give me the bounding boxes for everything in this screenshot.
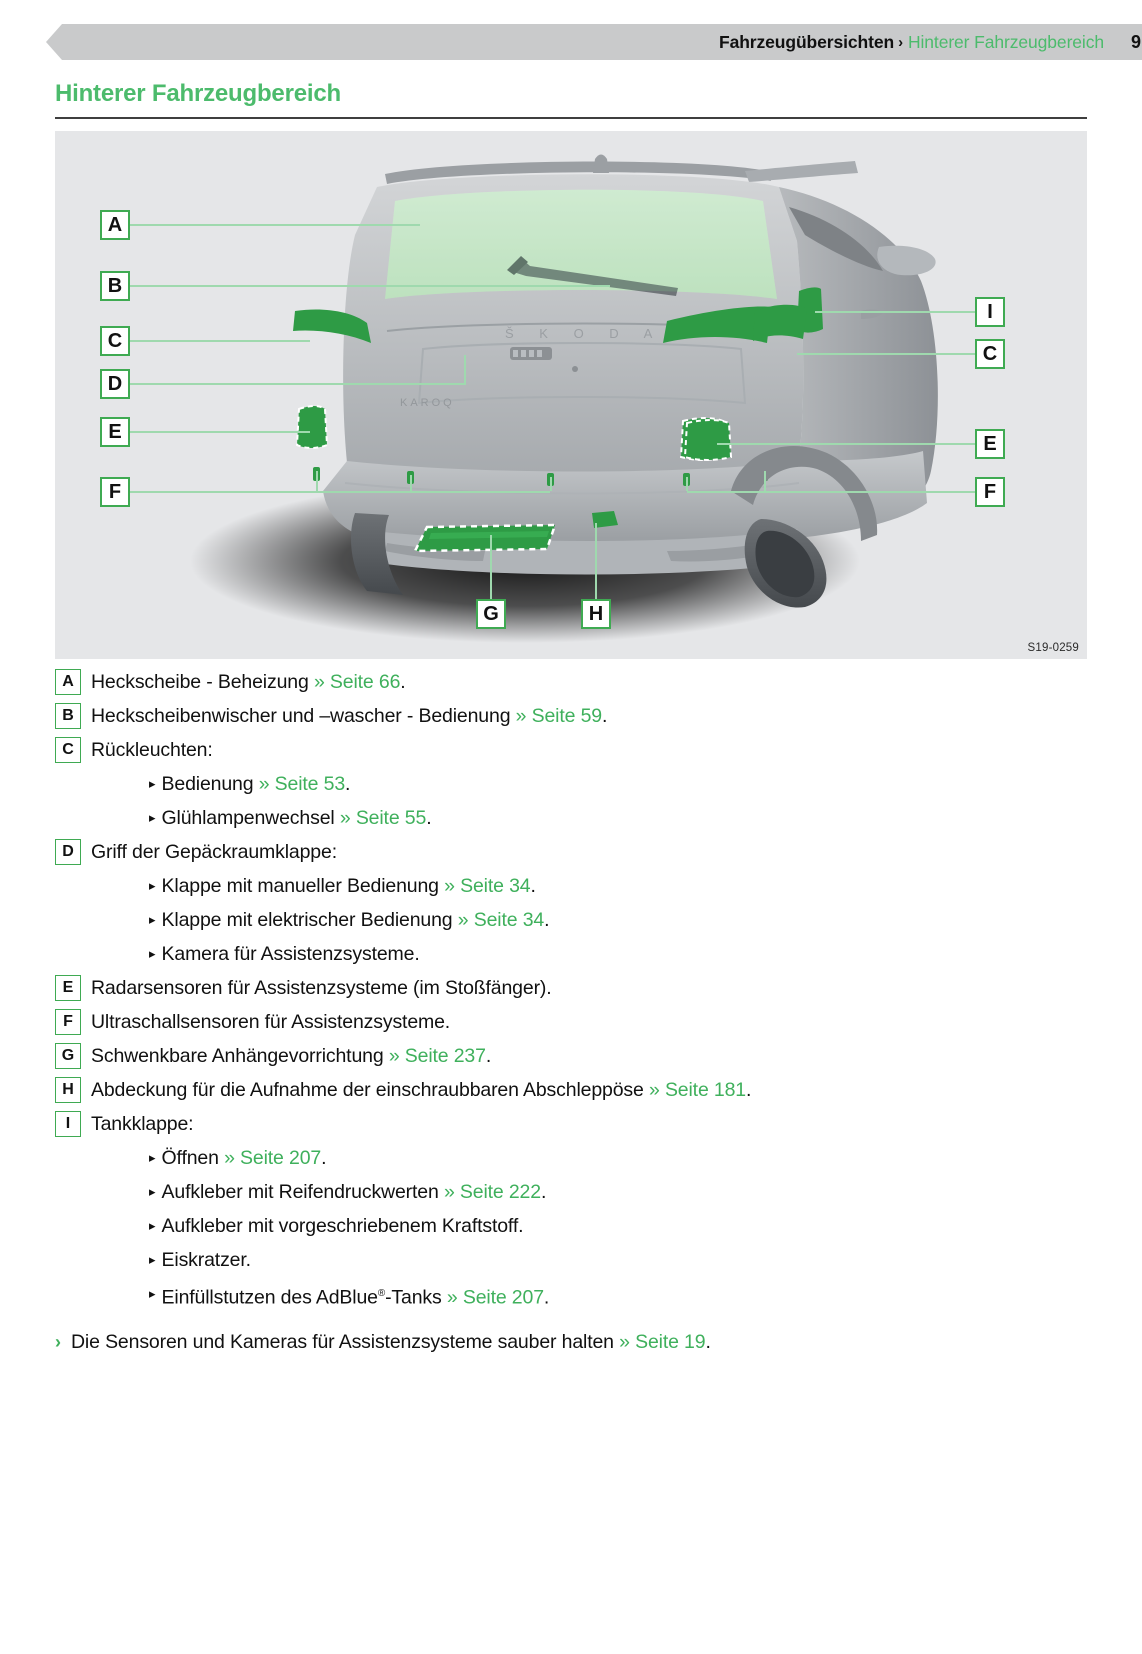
legend-sub-label <box>162 1178 547 1206</box>
svg-text:KAROQ: KAROQ <box>400 397 455 409</box>
legend-text-run: Schwenkbare Anhängevorrichtung <box>91 1045 389 1067</box>
legend-label <box>91 974 552 1002</box>
leader-line-c-left <box>130 340 310 342</box>
note-text <box>71 1328 711 1356</box>
legend-key-f[interactable]: F <box>55 1009 81 1035</box>
page-reference-link[interactable]: » Seite 34 <box>457 909 545 931</box>
legend-row <box>55 736 1087 764</box>
callout-g[interactable]: G <box>476 599 506 629</box>
leader-line-d <box>130 383 465 385</box>
page-reference-link[interactable]: » Seite 237 <box>388 1045 486 1067</box>
bullet-arrow-icon: ▸ <box>149 776 156 791</box>
legend-sub-label <box>162 804 432 832</box>
legend-text-run: Abdeckung für die Aufnahme der einschraubbaren Abschleppöse <box>91 1079 649 1101</box>
legend-key-d[interactable]: D <box>55 839 81 865</box>
page-reference-link[interactable]: » Seite 181 <box>648 1079 746 1101</box>
page-reference-link[interactable]: » Seite 59 <box>515 705 602 727</box>
bullet-arrow-icon: ▸ <box>149 878 156 893</box>
legend-text-run: . <box>602 705 608 727</box>
legend-text-run: Radarsensoren für Assistenzsysteme (im Stoßfänger). <box>91 977 552 999</box>
legend-row <box>55 1076 1087 1104</box>
legend-label <box>91 702 607 730</box>
leader-line-b <box>130 285 610 287</box>
legend-key-a[interactable]: A <box>55 669 81 695</box>
legend-sub-label <box>162 872 536 900</box>
bullet-arrow-icon: ▸ <box>149 946 156 961</box>
legend-row <box>55 974 1087 1002</box>
legend-row <box>55 1042 1087 1070</box>
legend-text-run: Klappe mit elektrischer Bedienung <box>161 909 458 931</box>
legend-text-run: Öffnen <box>161 1147 225 1169</box>
legend-sub-label <box>162 1246 251 1274</box>
legend-text-run: Bedienung <box>161 773 259 795</box>
bullet-arrow-icon: ▸ <box>149 912 156 927</box>
breadcrumb-parent: Fahrzeugübersichten <box>718 31 895 52</box>
legend-text-run: Aufkleber mit vorgeschriebenem Kraftstoff. <box>161 1215 524 1237</box>
legend-sub-label <box>162 1144 327 1172</box>
leader-line-f-tick1 <box>316 471 318 491</box>
breadcrumb-current: Hinterer Fahrzeugbereich <box>907 31 1104 52</box>
title-divider <box>55 117 1087 119</box>
legend-sub-label <box>162 940 420 968</box>
legend-sub-label <box>162 906 550 934</box>
legend-text-run: . <box>543 1286 550 1309</box>
leader-line-f-tick5 <box>764 471 766 491</box>
figure-code: S19-0259 <box>1027 642 1079 654</box>
callout-a[interactable]: A <box>100 210 130 240</box>
legend-text-run: . <box>400 671 406 693</box>
callout-c-left[interactable]: C <box>100 326 130 356</box>
legend-text-run: . <box>530 875 536 897</box>
page-reference-link[interactable]: » Seite 34 <box>444 875 531 897</box>
legend-text-run: Ultraschallsensoren für Assistenzsysteme. <box>91 1011 451 1033</box>
legend-key-i[interactable]: I <box>55 1111 81 1137</box>
leader-line-e-right <box>717 443 975 445</box>
legend-text-run: Tankklappe: <box>91 1113 194 1135</box>
leader-line-i <box>815 311 975 313</box>
legend-sub-label <box>162 770 351 798</box>
legend-label <box>91 1042 491 1070</box>
legend-sub-item <box>55 1212 1087 1240</box>
legend-row <box>55 1110 1087 1138</box>
legend-label <box>91 668 406 696</box>
leader-line-d-vert <box>464 355 466 385</box>
bullet-arrow-icon: ▸ <box>149 810 156 825</box>
legend-key-g[interactable]: G <box>55 1043 81 1069</box>
legend-text-run: . <box>485 1045 492 1067</box>
legend-text-run: Klappe mit manueller Bedienung <box>161 875 445 897</box>
legend-key-b[interactable]: B <box>55 703 81 729</box>
legend-key-e[interactable]: E <box>55 975 81 1001</box>
legend-text-run: -Tanks <box>385 1286 447 1309</box>
bullet-arrow-icon: ▸ <box>149 1252 156 1267</box>
bullet-arrow-icon: ▸ <box>149 1286 156 1301</box>
callout-f-right[interactable]: F <box>975 477 1005 507</box>
legend-label <box>91 1110 193 1138</box>
page-reference-link[interactable]: » Seite 222 <box>443 1181 541 1203</box>
leader-line-f-tick2 <box>410 475 412 491</box>
callout-b[interactable]: B <box>100 271 130 301</box>
legend-row <box>55 668 1087 696</box>
vehicle-illustration <box>55 131 1087 659</box>
legend-sub-item <box>55 770 1087 798</box>
leader-line-g <box>490 535 492 599</box>
page-reference-link[interactable]: » Seite 55 <box>339 807 427 829</box>
legend-text-run: Die Sensoren und Kameras für Assistenzsysteme sauber halten <box>71 1331 620 1353</box>
page-reference-link[interactable]: » Seite 53 <box>258 773 346 795</box>
callout-c-right[interactable]: C <box>975 339 1005 369</box>
legend-sub-item <box>55 906 1087 934</box>
page-reference-link[interactable]: » Seite 207 <box>446 1286 544 1309</box>
legend-text-run: Heckscheibenwischer und –wascher - Bedienung <box>91 705 516 727</box>
legend-text-run: . <box>321 1147 327 1169</box>
page-reference-link[interactable]: » Seite 207 <box>224 1147 322 1169</box>
leader-line-e-left <box>130 431 310 433</box>
legend-list <box>55 668 1087 1318</box>
legend-text-run: . <box>540 1181 547 1203</box>
callout-e-left[interactable]: E <box>100 417 130 447</box>
breadcrumb-separator-icon: › <box>898 33 903 51</box>
footer-note <box>55 1328 711 1356</box>
legend-text-run: Kamera für Assistenzsysteme. <box>161 943 420 965</box>
legend-text-run: Heckscheibe - Beheizung <box>91 671 314 693</box>
bullet-arrow-icon: ▸ <box>149 1150 156 1165</box>
legend-text-run: . <box>746 1079 752 1101</box>
legend-sub-item <box>55 872 1087 900</box>
legend-sub-item <box>55 1246 1087 1274</box>
bullet-arrow-icon: ▸ <box>149 1218 156 1233</box>
leader-line-f-right <box>687 491 975 493</box>
legend-key-c[interactable]: C <box>55 737 81 763</box>
legend-sub-label <box>162 1280 550 1312</box>
callout-f-left[interactable]: F <box>100 477 130 507</box>
legend-text-run: . <box>544 909 550 931</box>
legend-sub-item <box>55 1144 1087 1172</box>
legend-text-run: Einfüllstutzen des AdBlue <box>161 1286 378 1309</box>
page-reference-link[interactable]: » Seite 66 <box>313 671 401 693</box>
bullet-arrow-icon: ▸ <box>149 1184 156 1199</box>
callout-e-right[interactable]: E <box>975 429 1005 459</box>
leader-line-h <box>595 523 597 599</box>
legend-sub-item <box>55 1280 1087 1312</box>
page-header <box>0 24 1142 60</box>
registered-trademark-symbol: ® <box>377 1288 386 1299</box>
legend-label <box>91 1008 450 1036</box>
legend-row <box>55 1008 1087 1036</box>
legend-label <box>91 1076 751 1104</box>
legend-label <box>91 838 337 866</box>
page-reference-link[interactable]: » Seite 19 <box>619 1331 706 1353</box>
legend-label <box>91 736 213 764</box>
leader-line-a <box>130 224 420 226</box>
leader-line-f-left <box>130 491 550 493</box>
page-number: 9 <box>1130 31 1141 52</box>
leader-line-c-right <box>797 353 975 355</box>
legend-text-run: . <box>345 773 351 795</box>
legend-row <box>55 702 1087 730</box>
legend-text-run: . <box>426 807 432 829</box>
page-title: Hinterer Fahrzeugbereich <box>55 80 341 107</box>
callout-d[interactable]: D <box>100 369 130 399</box>
legend-sub-item <box>55 1178 1087 1206</box>
legend-text-run: . <box>705 1331 711 1353</box>
callout-i[interactable]: I <box>975 297 1005 327</box>
legend-text-run: Griff der Gepäckraumklappe: <box>91 841 337 863</box>
vehicle-rear-drawing <box>55 131 1087 659</box>
legend-text-run: Aufkleber mit Reifendruckwerten <box>161 1181 444 1203</box>
note-arrow-icon: › <box>55 1332 61 1352</box>
legend-text-run: Glühlampenwechsel <box>161 807 340 829</box>
leader-line-f-tick3 <box>550 477 552 491</box>
legend-text-run: Eiskratzer. <box>161 1249 251 1271</box>
callout-h[interactable]: H <box>581 599 611 629</box>
legend-text-run: Rückleuchten: <box>91 739 213 761</box>
legend-sub-item <box>55 804 1087 832</box>
leader-line-f-tick4 <box>686 477 688 491</box>
breadcrumb <box>719 24 1104 60</box>
legend-key-h[interactable]: H <box>55 1077 81 1103</box>
legend-sub-item <box>55 940 1087 968</box>
legend-row <box>55 838 1087 866</box>
legend-sub-label <box>162 1212 524 1240</box>
svg-text:Š K O D A: Š K O D A <box>505 326 664 341</box>
